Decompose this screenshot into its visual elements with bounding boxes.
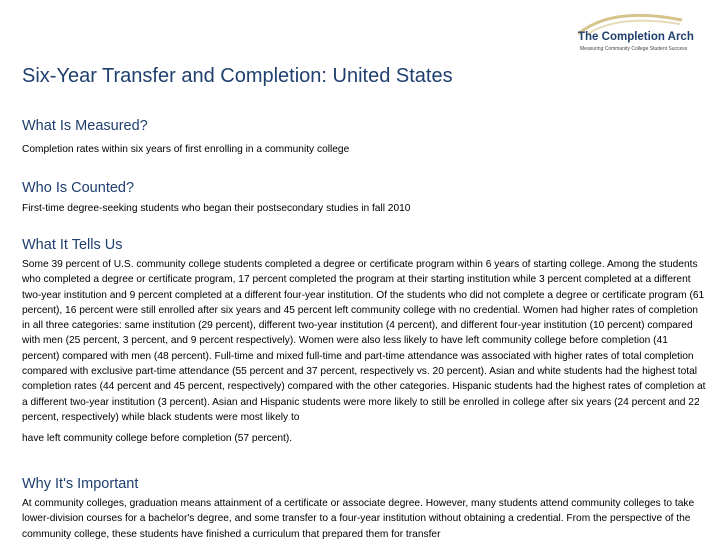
text-what-is-measured: Completion rates within six years of first enrolling in a community college (22, 144, 350, 155)
logo-tagline: Measuring Community College Student Success (580, 46, 688, 52)
heading-what-is-measured: What Is Measured? (22, 118, 148, 134)
heading-who-is-counted: Who Is Counted? (22, 180, 135, 196)
heading-what-it-tells-us: What It Tells Us (22, 237, 123, 253)
heading-why-its-important: Why It's Important (22, 476, 139, 492)
text-what-it-tells-us (22, 257, 706, 447)
page-title: Six-Year Transfer and Completion: United States (22, 65, 453, 87)
text-why-its-important: At community colleges, graduation means attainment of a certificate or associate degree. However, many students attend community colleges to take lower-division courses for a bachelor's degree, and some transfer to a four-year institution without obtaining a credential. From the perspective of the community college, these students have finished a curriculum that prepared them for transfer (22, 498, 695, 540)
text-who-is-counted: First-time degree-seeking students who began their postsecondary studies in fall 2010 (22, 203, 411, 214)
completion-arch-logo (572, 12, 712, 62)
text-what-it-tells-us-last-line: have left community college before completion (57 percent). (22, 433, 293, 445)
logo-title: The Completion Arch (578, 31, 694, 43)
text-what-it-tells-us-body: Some 39 percent of U.S. community college students completed a degree or certificate program within 6 years of starting college. Among the students who completed a degree or certificate program, 17 percent completed the program at their starting institution while 3 percent completed at a different two-year institution and 9 percent completed at a different four-year institution. Of the students who did not complete a degree or certificate program (61 percent), 16 percent were still enrolled after six years and 45 percent left community college with no credential. Women had higher rates of completion in all three categories: same institution (29 percent), different two-year institution (4 percent), and different four-year institution (10 percent) compared with men (25 percent, 3 percent, and 9 percent respectively). Women were also less likely to have left community college before completion (41 percent) compared with men (48 percent). Full-time and mixed full-time and part-time attendance was associated with higher rates of total completion compared with exclusive part-time attendance (55 percent and 37 percent, respectively vs. 20 percent). Asian and white students had the highest total completion rates (44 percent and 45 percent, respectively) compared with the other categories. Hispanic students had the highest rates of completion at a different two-year institution (3 percent). Asian and Hispanic students were more likely to still be enrolled in college after six years (24 percent and 22 percent, respectively) while black students were most likely to (22, 259, 706, 423)
